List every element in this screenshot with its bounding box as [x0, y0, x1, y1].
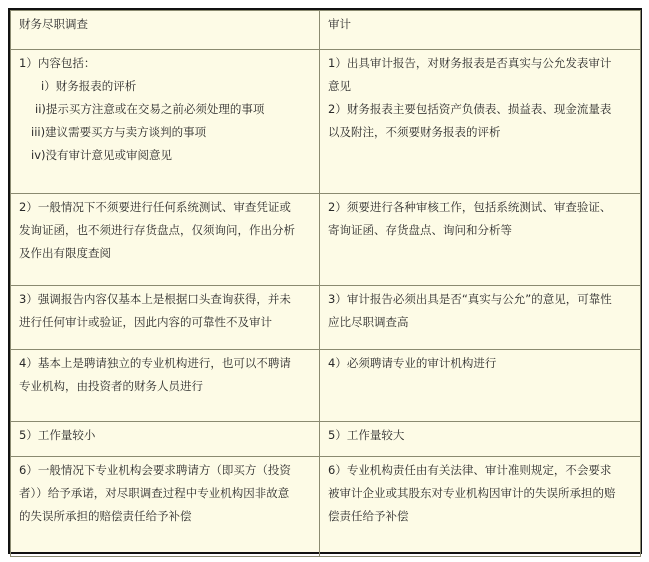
due-diligence-cell	[11, 422, 320, 457]
cell-line: 应比尽职调查高	[328, 315, 409, 329]
due-diligence-cell	[11, 457, 320, 557]
due-diligence-cell	[11, 50, 320, 194]
cell-line: 2）一般情况下不须要进行任何系统测试、审查凭证或	[19, 200, 291, 214]
table-row	[11, 422, 641, 457]
table-row	[11, 350, 641, 422]
due-diligence-cell	[11, 350, 320, 422]
audit-cell	[320, 194, 641, 286]
cell-line: 6）专业机构责任由有关法律、审计准则规定，不会要求	[328, 463, 612, 477]
cell-line: 2）须要进行各种审核工作，包括系统测试、审查验证、	[328, 200, 612, 214]
table-row	[11, 457, 641, 557]
table-row	[11, 194, 641, 286]
table-row	[11, 286, 641, 350]
cell-line: 1）出具审计报告，对财务报表是否真实与公允发表审计	[328, 56, 612, 70]
cell-line: 4）必须聘请专业的审计机构进行	[328, 356, 497, 370]
cell-line: 1）内容包括：	[19, 56, 96, 70]
table-header-row	[11, 11, 641, 50]
cell-line: ii)提示买方注意或在交易之前必须处理的事项	[35, 102, 265, 116]
cell-line: iii)建议需要买方与卖方谈判的事项	[31, 125, 207, 139]
audit-cell	[320, 422, 641, 457]
cell-line: iv)没有审计意见或审阅意见	[31, 148, 172, 162]
cell-line: 进行任何审计或验证，因此内容的可靠性不及审计	[19, 315, 272, 329]
due-diligence-cell	[11, 194, 320, 286]
audit-cell	[320, 50, 641, 194]
cell-line: 3）强调报告内容仅基本上是根据口头查询获得，并未	[19, 292, 291, 306]
cell-line: 及作出有限度查阅	[19, 246, 111, 260]
cell-line: 的失误所承担的赔偿责任给予补偿	[19, 509, 192, 523]
comparison-table-frame	[8, 8, 642, 554]
cell-line: i）财务报表的评析	[41, 79, 137, 93]
cell-line: 专业机构，由投资者的财务人员进行	[19, 379, 203, 393]
cell-line: 2）财务报表主要包括资产负债表、损益表、现金流量表	[328, 102, 612, 116]
cell-line: 被审计企业或其股东对专业机构因审计的失误所承担的赔	[328, 486, 616, 500]
audit-cell	[320, 350, 641, 422]
comparison-table	[10, 10, 641, 557]
table-row	[11, 50, 641, 194]
cell-line: 者））给予承诺，对尽职调查过程中专业机构因非故意	[19, 486, 290, 500]
cell-line: 发询证函，也不须进行存货盘点，仅须询问，作出分析	[19, 223, 295, 237]
header-due-diligence: 财务尽职调查	[11, 11, 320, 50]
cell-line: 偿责任给予补偿	[328, 509, 409, 523]
cell-line: 5）工作量较小	[19, 428, 96, 442]
header-audit: 审计	[320, 11, 641, 50]
cell-line: 3）审计报告必须出具是否“真实与公允”的意见，可靠性	[328, 292, 612, 306]
cell-line: 以及附注，不须要财务报表的评析	[328, 125, 501, 139]
cell-line: 6）一般情况下专业机构会要求聘请方（即买方（投资	[19, 463, 291, 477]
audit-cell	[320, 457, 641, 557]
cell-line: 意见	[328, 79, 351, 93]
cell-line: 寄询证函、存货盘点、询问和分析等	[328, 223, 512, 237]
audit-cell	[320, 286, 641, 350]
cell-line: 5）工作量较大	[328, 428, 405, 442]
due-diligence-cell	[11, 286, 320, 350]
cell-line: 4）基本上是聘请独立的专业机构进行，也可以不聘请	[19, 356, 291, 370]
